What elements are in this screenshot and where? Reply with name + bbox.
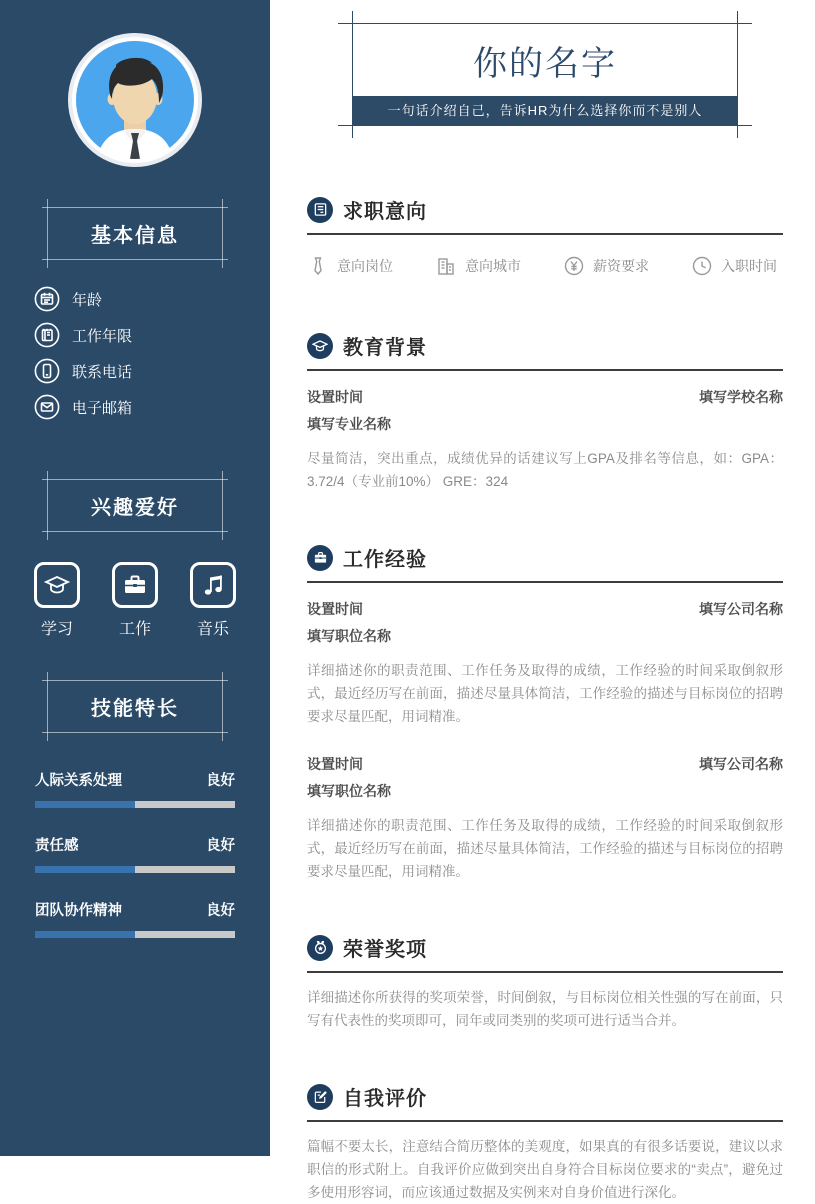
study-icon (43, 571, 71, 599)
avatar-illustration (72, 37, 198, 163)
work-icon (122, 572, 148, 598)
crop-mark-left (352, 11, 353, 138)
experience-meta (307, 599, 783, 619)
experience-header (307, 543, 783, 583)
briefcase-icon (307, 545, 333, 571)
experience-position-row (307, 781, 783, 801)
job-intent-items (307, 255, 783, 277)
info-row-age (34, 286, 270, 312)
self-evaluation-title: 自我评价 (343, 1088, 427, 1110)
skill-level: 良好 (206, 773, 235, 789)
clock-icon (691, 255, 713, 277)
skill-name: 责任感 (35, 838, 79, 854)
experience-time: 设置时间 (307, 601, 363, 617)
skill-bar-track (35, 931, 235, 938)
job-intent-header (307, 195, 783, 235)
hobby-study-label: 学习 (40, 621, 73, 638)
skill-item (35, 899, 235, 938)
hobby-study (34, 562, 80, 639)
skills-header (42, 680, 228, 733)
salary-yuan-icon (563, 255, 585, 277)
intent-start-date-label: 入职时间 (721, 258, 777, 274)
resume-main (270, 0, 815, 1200)
building-icon (435, 255, 457, 277)
section-awards (307, 933, 783, 1032)
skill-name: 团队协作精神 (35, 903, 122, 919)
skills-title: 技能特长 (91, 698, 179, 720)
awards-title: 荣誉奖项 (343, 939, 427, 961)
self-evaluation-description: 篇幅不要太长，注意结合简历整体的美观度，如果真的有很多话要说，建议以求职信的形式附上。自我评价应做到突出自身符合目标岗位要求的“卖点”，避免过多使用形容词，而应该通过数据及实例来对自身价值进行深化。 (307, 1139, 783, 1200)
hobby-music-label: 音乐 (196, 621, 229, 638)
skills-list (35, 769, 235, 938)
skill-bar-fill (35, 931, 135, 938)
section-self-evaluation (307, 1082, 783, 1204)
info-label-phone: 联系电话 (72, 363, 133, 381)
edit-pen-icon (307, 1084, 333, 1110)
education-school: 填写学校名称 (699, 389, 783, 405)
self-evaluation-header (307, 1082, 783, 1122)
tie-icon (307, 255, 329, 277)
info-label-work-years: 工作年限 (72, 327, 133, 345)
experience-company: 填写公司名称 (699, 601, 783, 617)
avatar (0, 0, 270, 167)
experience-description: 详细描述你的职责范围、工作任务及取得的成绩，工作经验的时间采取倒叙形式，最近经历写在前面，描述尽量具体简洁，工作经验的描述与目标岗位的招聘要求尽量匹配，用词精准。 (307, 818, 783, 879)
experience-position: 填写职位名称 (307, 783, 391, 799)
intent-position-label: 意向岗位 (337, 258, 393, 274)
awards-description: 详细描述你所获得的奖项荣誉，时间倒叙，与目标岗位相关性强的写在前面，只写有代表性的奖项即可，同年或同类别的奖项可进行适当合并。 (307, 990, 783, 1028)
resume-card-icon (307, 197, 333, 223)
hobbies-title: 兴趣爱好 (91, 497, 179, 519)
crop-mark-right (737, 11, 738, 138)
skill-item (35, 769, 235, 808)
experience-company: 填写公司名称 (699, 756, 783, 772)
skill-bar-fill (35, 801, 135, 808)
calendar-icon (34, 286, 60, 312)
hobby-work-label: 工作 (118, 621, 151, 638)
phone-icon (34, 358, 60, 384)
name-header-box (352, 23, 738, 126)
info-row-email (34, 394, 270, 420)
info-label-age: 年龄 (72, 291, 103, 309)
skill-name: 人际关系处理 (35, 773, 122, 789)
medal-icon (307, 935, 333, 961)
hobby-music (190, 562, 236, 639)
graduation-cap-icon (307, 333, 333, 359)
skill-level: 良好 (206, 838, 235, 854)
notebook-icon (34, 322, 60, 348)
mail-icon (34, 394, 60, 420)
music-icon (200, 572, 226, 598)
section-education (307, 331, 783, 493)
education-major-row (307, 414, 783, 434)
basic-info-title: 基本信息 (91, 225, 179, 247)
info-label-email: 电子邮箱 (72, 399, 133, 417)
skill-bar-track (35, 866, 235, 873)
intent-city (435, 255, 521, 277)
tagline-bar: 一句话介绍自己，告诉HR为什么选择你而不是别人 (352, 96, 738, 126)
experience-position-row (307, 626, 783, 646)
experience-description: 详细描述你的职责范围、工作任务及取得的成绩，工作经验的时间采取倒叙形式，最近经历写在前面，描述尽量具体简洁，工作经验的描述与目标岗位的招聘要求尽量匹配，用词精准。 (307, 663, 783, 724)
candidate-name: 你的名字 (473, 45, 617, 83)
intent-start-date (691, 255, 777, 277)
experience-meta (307, 754, 783, 774)
skill-level: 良好 (206, 903, 235, 919)
sidebar (0, 0, 270, 1156)
experience-entry (307, 599, 783, 728)
info-row-work-years (34, 322, 270, 348)
job-intent-title: 求职意向 (343, 201, 427, 223)
education-header (307, 331, 783, 371)
hobby-work (112, 562, 158, 639)
basic-info-list (34, 286, 270, 420)
intent-city-label: 意向城市 (465, 258, 521, 274)
info-row-phone (34, 358, 270, 384)
basic-info-header (42, 207, 228, 260)
skill-item (35, 834, 235, 873)
intent-salary (563, 255, 649, 277)
section-experience (307, 543, 783, 883)
education-title: 教育背景 (343, 337, 427, 359)
experience-time: 设置时间 (307, 756, 363, 772)
section-job-intent (307, 195, 783, 277)
skill-bar-track (35, 801, 235, 808)
hobbies-header (42, 479, 228, 532)
education-major: 填写专业名称 (307, 416, 391, 432)
intent-position (307, 255, 393, 277)
education-description: 尽量简洁，突出重点，成绩优异的话建议写上GPA及排名等信息，如：GPA：3.72/4（专业前10%） GRE：324 (307, 451, 783, 489)
education-time: 设置时间 (307, 389, 363, 405)
awards-header (307, 933, 783, 973)
experience-position: 填写职位名称 (307, 628, 391, 644)
skill-bar-fill (35, 866, 135, 873)
experience-title: 工作经验 (343, 549, 427, 571)
education-meta (307, 387, 783, 407)
intent-salary-label: 薪资要求 (593, 258, 649, 274)
experience-entry (307, 754, 783, 883)
hobbies-list (34, 562, 236, 639)
